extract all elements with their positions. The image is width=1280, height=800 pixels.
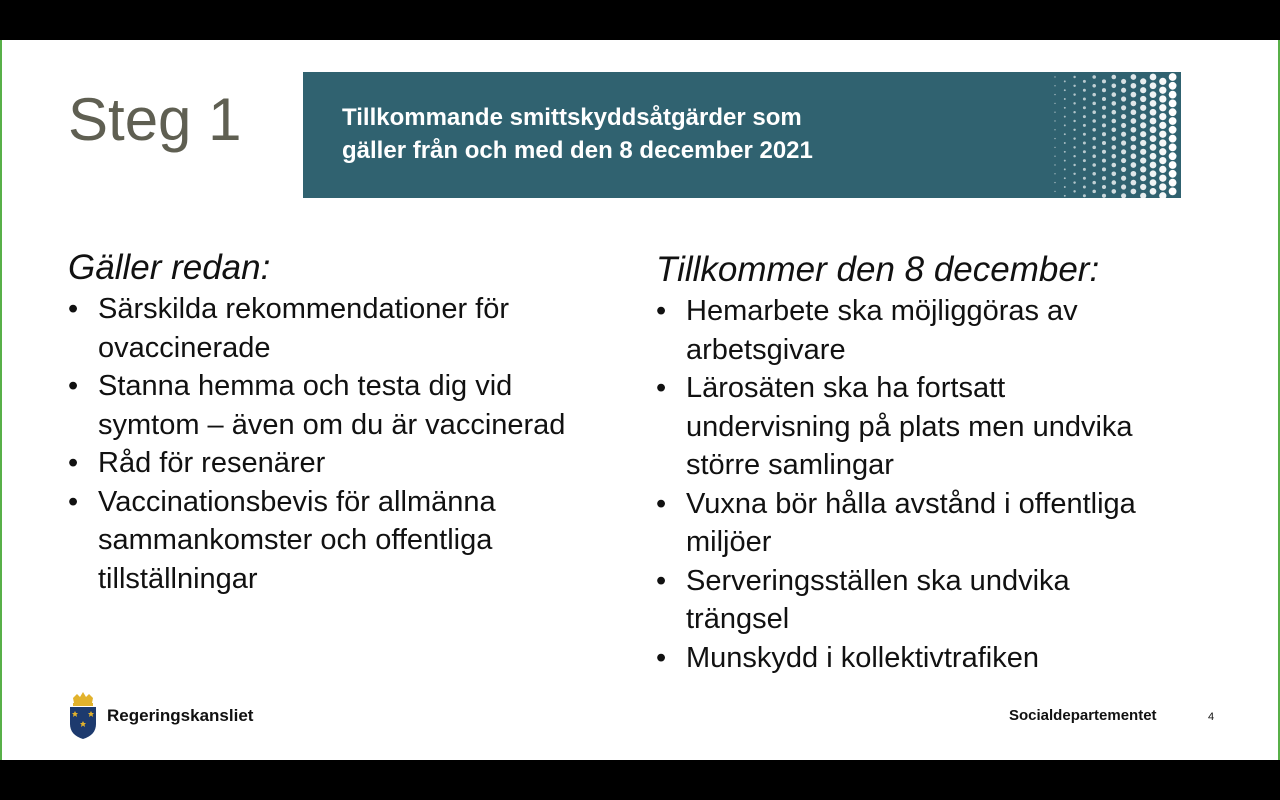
decor-dot (1054, 164, 1055, 165)
list-item-text: sammankomster och offentliga (98, 524, 493, 556)
decor-dot (1083, 124, 1086, 127)
decor-dot (1112, 154, 1117, 159)
decor-dot (1131, 162, 1137, 168)
decor-dot (1159, 95, 1166, 102)
left-column-heading: Gäller redan: (68, 248, 271, 287)
list-item-text: Vaccinationsbevis för allmänna (98, 485, 496, 518)
decor-dot (1102, 176, 1106, 180)
dot-pattern-decoration (1049, 72, 1181, 198)
decor-dot (1112, 189, 1117, 194)
decor-dot (1121, 96, 1126, 101)
decor-dot (1064, 160, 1066, 162)
decor-dot (1140, 96, 1146, 102)
decor-dot (1054, 85, 1055, 86)
decor-dot (1169, 126, 1177, 134)
decor-dot (1159, 192, 1166, 198)
decor-dot (1064, 124, 1066, 126)
decor-dot (1169, 161, 1177, 169)
page-number: 4 (1208, 711, 1215, 723)
right-bullet-list (656, 292, 1216, 677)
decor-dot (1169, 188, 1177, 196)
list-item-text: symtom – även om du är vaccinerad (98, 408, 566, 441)
bullet-marker: • (656, 372, 667, 404)
decor-dot (1092, 181, 1096, 185)
decor-dot (1169, 179, 1177, 187)
decor-dot (1169, 135, 1177, 143)
decor-dot (1131, 189, 1137, 195)
decor-dot (1073, 146, 1075, 148)
decor-dot (1083, 106, 1086, 109)
decor-dot (1054, 76, 1055, 77)
decor-dot (1102, 159, 1106, 163)
decor-dot (1140, 184, 1146, 190)
decor-dot (1140, 166, 1146, 172)
list-item (68, 483, 628, 599)
decor-dot (1159, 78, 1166, 85)
list-item-text: Särskilda rekommendationer för (98, 293, 510, 325)
decor-dot (1054, 182, 1055, 183)
decor-dot (1083, 150, 1086, 153)
decor-dot (1150, 74, 1157, 81)
decor-dot (1102, 194, 1106, 198)
decor-dot (1073, 137, 1075, 139)
decor-dot (1054, 173, 1055, 174)
decor-dot (1169, 152, 1177, 160)
list-item-text: Lärosäten ska ha fortsatt (686, 372, 1006, 404)
decor-dot (1131, 171, 1137, 177)
decor-dot (1169, 73, 1177, 81)
decor-dot (1159, 166, 1166, 173)
decor-dot (1159, 113, 1166, 120)
bullet-marker: • (68, 485, 79, 518)
decor-dot (1054, 120, 1055, 121)
decor-dot (1112, 163, 1117, 168)
left-column (68, 246, 628, 598)
decor-dot (1121, 114, 1126, 119)
decor-dot (1131, 180, 1137, 186)
decor-dot (1150, 153, 1157, 160)
left-bullet-list (68, 290, 628, 598)
decor-dot (1150, 109, 1157, 116)
decor-dot (1112, 136, 1117, 141)
decor-dot (1054, 112, 1055, 113)
decor-dot (1073, 173, 1075, 175)
decor-dot (1121, 132, 1126, 137)
header-banner (303, 72, 1181, 198)
decor-dot (1064, 80, 1066, 82)
slide (0, 40, 1280, 760)
footer-brand: Regeringskansliet (107, 706, 254, 725)
decor-dot (1064, 195, 1066, 197)
decor-dot (1054, 147, 1055, 148)
list-item-text: undervisning på plats men undvika (686, 410, 1133, 443)
decor-dot (1140, 78, 1146, 84)
decor-dot (1169, 108, 1177, 116)
list-item-text: ovaccinerade (98, 331, 271, 364)
decor-dot (1150, 118, 1157, 125)
decor-dot (1054, 103, 1055, 104)
decor-dot (1140, 105, 1146, 111)
decor-dot (1131, 74, 1137, 80)
list-item-text: Råd för resenärer (98, 447, 326, 479)
decor-dot (1121, 79, 1126, 84)
decor-dot (1064, 151, 1066, 153)
bullet-marker: • (656, 487, 667, 520)
decor-dot (1121, 123, 1126, 128)
right-column (656, 248, 1216, 677)
decor-dot (1083, 98, 1086, 101)
decor-dot (1064, 186, 1066, 188)
decor-dot (1169, 91, 1177, 99)
decor-dot (1131, 109, 1137, 115)
decor-dot (1073, 76, 1075, 78)
decor-dot (1092, 137, 1096, 141)
decor-dot (1102, 88, 1106, 92)
bullet-marker: • (656, 564, 667, 597)
right-column-heading: Tillkommer den 8 december: (656, 250, 1100, 289)
decor-dot (1064, 98, 1066, 100)
decor-dot (1102, 167, 1106, 171)
decor-dot (1073, 85, 1075, 87)
decor-dot (1131, 92, 1137, 98)
decor-dot (1102, 97, 1106, 101)
decor-dot (1159, 157, 1166, 164)
decor-dot (1140, 140, 1146, 146)
decor-dot (1159, 148, 1166, 155)
decor-dot (1159, 122, 1166, 129)
decor-dot (1054, 94, 1055, 95)
list-item (68, 367, 628, 444)
banner-title-line-2: gäller från och med den 8 december 2021 (342, 137, 813, 164)
decor-dot (1131, 145, 1137, 151)
decor-dot (1159, 87, 1166, 94)
banner-title-line-1: Tillkommande smittskyddsåtgärder som (342, 104, 802, 131)
decor-dot (1092, 119, 1096, 123)
bullet-marker: • (68, 447, 79, 479)
list-item (68, 444, 628, 483)
decor-dot (1073, 102, 1075, 104)
decor-dot (1083, 168, 1086, 171)
list-item (68, 290, 628, 367)
decor-dot (1092, 84, 1096, 88)
decor-dot (1092, 75, 1096, 79)
decor-dot (1073, 190, 1075, 192)
decor-dot (1092, 190, 1096, 194)
decor-dot (1121, 167, 1126, 172)
decor-dot (1150, 162, 1157, 169)
decor-dot (1102, 106, 1106, 110)
list-item-text: arbetsgivare (686, 333, 846, 366)
decor-dot (1121, 193, 1126, 198)
decor-dot (1159, 183, 1166, 190)
decor-dot (1169, 100, 1177, 108)
list-item-text: Serveringsställen ska undvika (686, 564, 1070, 597)
decor-dot (1083, 186, 1086, 189)
decor-dot (1054, 129, 1055, 130)
decor-dot (1112, 110, 1117, 115)
decor-dot (1083, 80, 1086, 83)
decor-dot (1140, 158, 1146, 164)
decor-dot (1112, 145, 1117, 150)
decor-dot (1131, 136, 1137, 142)
list-item (656, 369, 1216, 485)
decor-dot (1112, 84, 1117, 89)
decor-dot (1150, 100, 1157, 107)
bullet-marker: • (656, 641, 667, 674)
decor-dot (1150, 144, 1157, 151)
government-crest-icon (68, 690, 98, 740)
list-item-text: trängsel (686, 603, 790, 635)
decor-dot (1159, 131, 1166, 138)
decor-dot (1159, 139, 1166, 146)
decor-dot (1131, 118, 1137, 124)
decor-dot (1102, 115, 1106, 119)
decor-dot (1140, 114, 1146, 120)
decor-dot (1112, 101, 1117, 106)
bullet-marker: • (656, 295, 667, 327)
decor-dot (1169, 170, 1177, 178)
decor-dot (1073, 155, 1075, 157)
decor-dot (1064, 168, 1066, 170)
bullet-marker: • (68, 293, 79, 325)
decor-dot (1102, 185, 1106, 189)
list-item-text: tillställningar (98, 562, 258, 595)
decor-dot (1064, 142, 1066, 144)
decor-dot (1131, 127, 1137, 133)
decor-dot (1169, 144, 1177, 152)
decor-dot (1150, 91, 1157, 98)
decor-dot (1054, 156, 1055, 157)
decor-dot (1083, 89, 1086, 92)
decor-dot (1092, 102, 1096, 106)
decor-dot (1102, 141, 1106, 145)
decor-dot (1083, 194, 1086, 197)
decor-dot (1102, 79, 1106, 83)
list-item-text: Hemarbete ska möjliggöras av (686, 295, 1078, 327)
decor-dot (1064, 133, 1066, 135)
decor-dot (1102, 150, 1106, 154)
decor-dot (1112, 128, 1117, 133)
decor-dot (1092, 163, 1096, 167)
decor-dot (1112, 119, 1117, 124)
decor-dot (1092, 93, 1096, 97)
decor-dot (1112, 172, 1117, 177)
decor-dot (1073, 181, 1075, 183)
decor-dot (1121, 184, 1126, 189)
decor-dot (1102, 132, 1106, 136)
decor-dot (1140, 131, 1146, 137)
list-item-text: större samlingar (686, 449, 894, 481)
list-item (656, 562, 1216, 639)
decor-dot (1083, 133, 1086, 136)
decor-dot (1083, 115, 1086, 118)
decor-dot (1073, 111, 1075, 113)
decor-dot (1083, 177, 1086, 180)
decor-dot (1064, 89, 1066, 91)
decor-dot (1073, 129, 1075, 131)
decor-dot (1083, 142, 1086, 145)
decor-dot (1054, 138, 1055, 139)
bullet-marker: • (68, 370, 79, 402)
list-item-text: Munskydd i kollektivtrafiken (686, 641, 1039, 674)
footer-department: Socialdepartementet (1009, 707, 1157, 724)
decor-dot (1112, 180, 1117, 185)
decor-dot (1121, 158, 1126, 163)
decor-dot (1064, 116, 1066, 118)
decor-dot (1169, 82, 1177, 90)
decor-dot (1092, 154, 1096, 158)
decor-dot (1150, 188, 1157, 195)
list-item (656, 639, 1216, 678)
decor-dot (1064, 177, 1066, 179)
decor-dot (1073, 93, 1075, 95)
list-item (656, 485, 1216, 562)
decor-dot (1092, 110, 1096, 114)
decor-dot (1102, 123, 1106, 127)
decor-dot (1140, 87, 1146, 93)
decor-dot (1092, 172, 1096, 176)
decor-dot (1131, 153, 1137, 159)
decor-dot (1121, 88, 1126, 93)
decor-dot (1112, 92, 1117, 97)
decor-dot (1121, 176, 1126, 181)
decor-dot (1159, 175, 1166, 182)
decor-dot (1083, 159, 1086, 162)
decor-dot (1121, 105, 1126, 110)
decor-dot (1150, 170, 1157, 177)
decor-dot (1140, 193, 1146, 198)
decor-dot (1131, 83, 1137, 89)
decor-dot (1150, 179, 1157, 186)
decor-dot (1073, 164, 1075, 166)
decor-dot (1064, 107, 1066, 109)
decor-dot (1140, 175, 1146, 181)
decor-dot (1150, 82, 1157, 89)
list-item-text: Stanna hemma och testa dig vid (98, 370, 513, 402)
decor-dot (1140, 122, 1146, 128)
decor-dot (1092, 146, 1096, 150)
decor-dot (1150, 135, 1157, 142)
list-item (656, 292, 1216, 369)
decor-dot (1169, 117, 1177, 125)
decor-dot (1054, 191, 1055, 192)
decor-dot (1131, 101, 1137, 107)
decor-dot (1073, 120, 1075, 122)
banner-title (342, 101, 813, 167)
decor-dot (1121, 140, 1126, 145)
decor-dot (1121, 149, 1126, 154)
decor-dot (1140, 149, 1146, 155)
list-item-text: Vuxna bör hålla avstånd i offentliga (686, 487, 1136, 520)
step-title: Steg 1 (68, 86, 242, 153)
decor-dot (1150, 126, 1157, 133)
decor-dot (1112, 75, 1117, 80)
decor-dot (1092, 128, 1096, 132)
list-item-text: miljöer (686, 526, 772, 558)
decor-dot (1159, 104, 1166, 111)
